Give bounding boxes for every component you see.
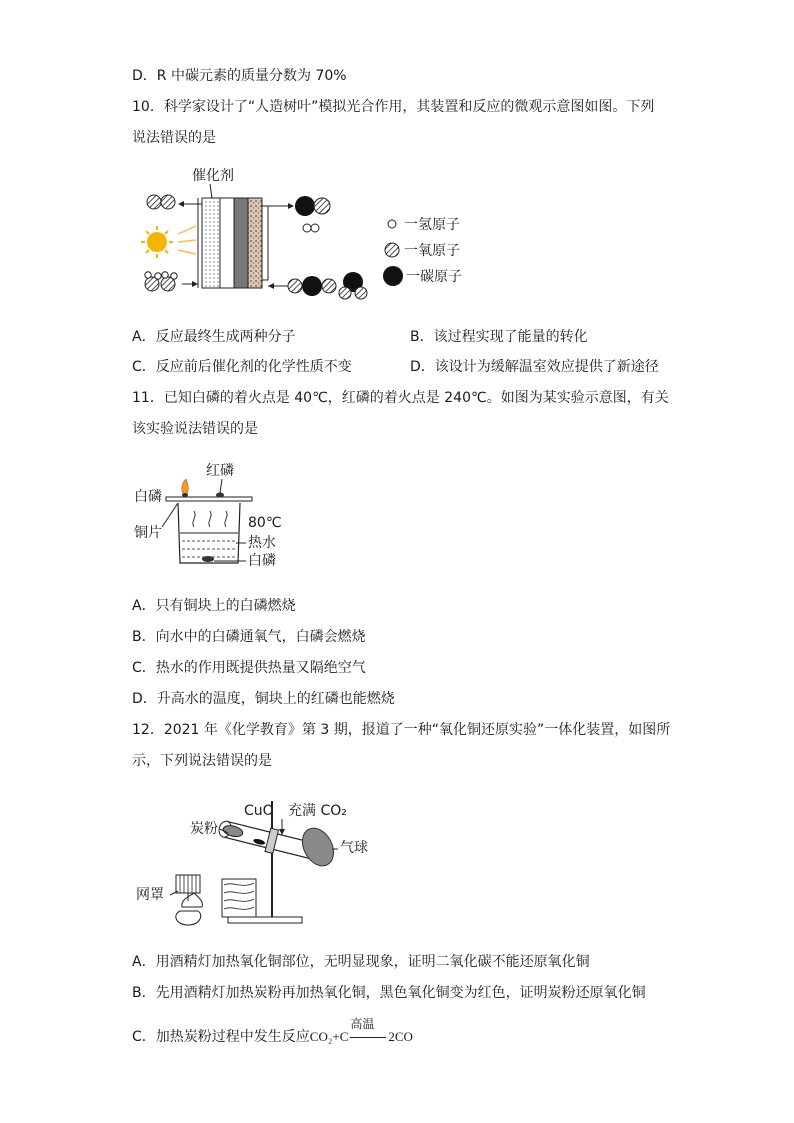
q12-option-c — [132, 1017, 413, 1047]
q12-option-b: B．先用酒精灯加热炭粉再加热氧化铜，黑色氧化铜变为红色，证明炭粉还原氧化铜 — [132, 985, 646, 1001]
white-p-top-label: 白磷 — [134, 489, 162, 505]
oxygen-atom-icon — [161, 195, 175, 209]
legend-hydrogen-icon — [388, 220, 396, 228]
q11-stem-line1: 11．已知白磷的着火点是 40℃，红磷的着火点是 240℃。如图为某实验示意图，有关 — [132, 390, 669, 406]
cuo-label: CuO — [244, 803, 274, 819]
q10-option-d: D．该设计为缓解温室效应提供了新途径 — [410, 359, 659, 375]
q12-option-a: A．用酒精灯加热氧化铜部位，无明显现象，证明二氧化碳不能还原氧化铜 — [132, 954, 590, 970]
legend-carbon: 一碳原子 — [406, 269, 462, 285]
q10-figure — [140, 160, 480, 310]
q12-option-c-reactants: CO₂+C — [309, 1029, 349, 1044]
white-p-underwater — [202, 556, 214, 562]
alcohol-lamp — [176, 875, 203, 925]
balloon-label: 气球 — [340, 840, 368, 856]
q11-option-a: A．只有铜块上的白磷燃烧 — [132, 598, 296, 614]
copper-plate — [166, 497, 252, 501]
q11-figure — [132, 455, 302, 580]
q10-option-b: B．该过程实现了能量的转化 — [410, 329, 588, 345]
co2-fill-label: 充满 CO₂ — [288, 803, 347, 819]
balloon — [296, 823, 340, 871]
red-p-label: 红磷 — [206, 463, 234, 479]
temp-label: 80℃ — [248, 515, 282, 531]
sun-icon — [141, 226, 173, 258]
catalyst-plate — [202, 198, 220, 288]
q11-option-d: D．升高水的温度，铜块上的红磷也能燃烧 — [132, 691, 395, 707]
q12-option-c-product: 2CO — [388, 1029, 413, 1044]
carbon-atom-icon — [295, 196, 315, 216]
q11-stem-line2: 该实验说法错误的是 — [132, 421, 258, 437]
carbon-label: 炭粉 — [190, 821, 218, 837]
hydrogen-atom-icon — [145, 272, 151, 278]
catalyst-label: 催化剂 — [192, 168, 234, 184]
legend-oxygen: 一氧原子 — [404, 243, 460, 259]
q11-option-b: B．向水中的白磷通氧气，白磷会燃烧 — [132, 629, 366, 645]
hot-water-label: 热水 — [248, 535, 276, 551]
flame-icon — [182, 479, 188, 495]
q10-option-c: C．反应前后催化剂的化学性质不变 — [132, 359, 352, 375]
white-p-bottom-label: 白磷 — [248, 553, 276, 569]
stand-base — [228, 917, 302, 923]
q12-option-c-text: C．加热炭粉过程中发生反应 — [132, 1029, 310, 1045]
q9-option-d: D．R 中碳元素的质量分数为 70% — [132, 68, 347, 84]
oxygen-atom-icon — [147, 195, 161, 209]
copper-label: 铜片 — [134, 525, 162, 541]
q12-figure — [132, 795, 392, 930]
legend-carbon-icon — [383, 266, 403, 286]
q12-stem-line1: 12．2021 年《化学教育》第 3 期，报道了一种“氧化铜还原实验”一体化装置，如图所 — [132, 722, 671, 738]
red-p-sample — [216, 493, 224, 498]
q11-option-c: C．热水的作用既提供热量又隔绝空气 — [132, 660, 366, 676]
legend-hydrogen: 一氢原子 — [404, 217, 460, 233]
q12-option-c-arrow — [348, 1017, 388, 1047]
q10-option-a: A．反应最终生成两种分子 — [132, 329, 296, 345]
net-cover-label: 网罩 — [136, 887, 164, 903]
wood-block — [222, 879, 256, 917]
q10-stem-line1: 10．科学家设计了“人造树叶”模拟光合作用，其装置和反应的微观示意图如图。下列 — [132, 99, 655, 115]
q12-option-c-condition: 高温 — [350, 1017, 375, 1031]
legend-oxygen-icon — [385, 243, 399, 257]
q10-stem-line2: 说法错误的是 — [132, 130, 216, 146]
q12-stem-line2: 示，下列说法错误的是 — [132, 753, 272, 769]
